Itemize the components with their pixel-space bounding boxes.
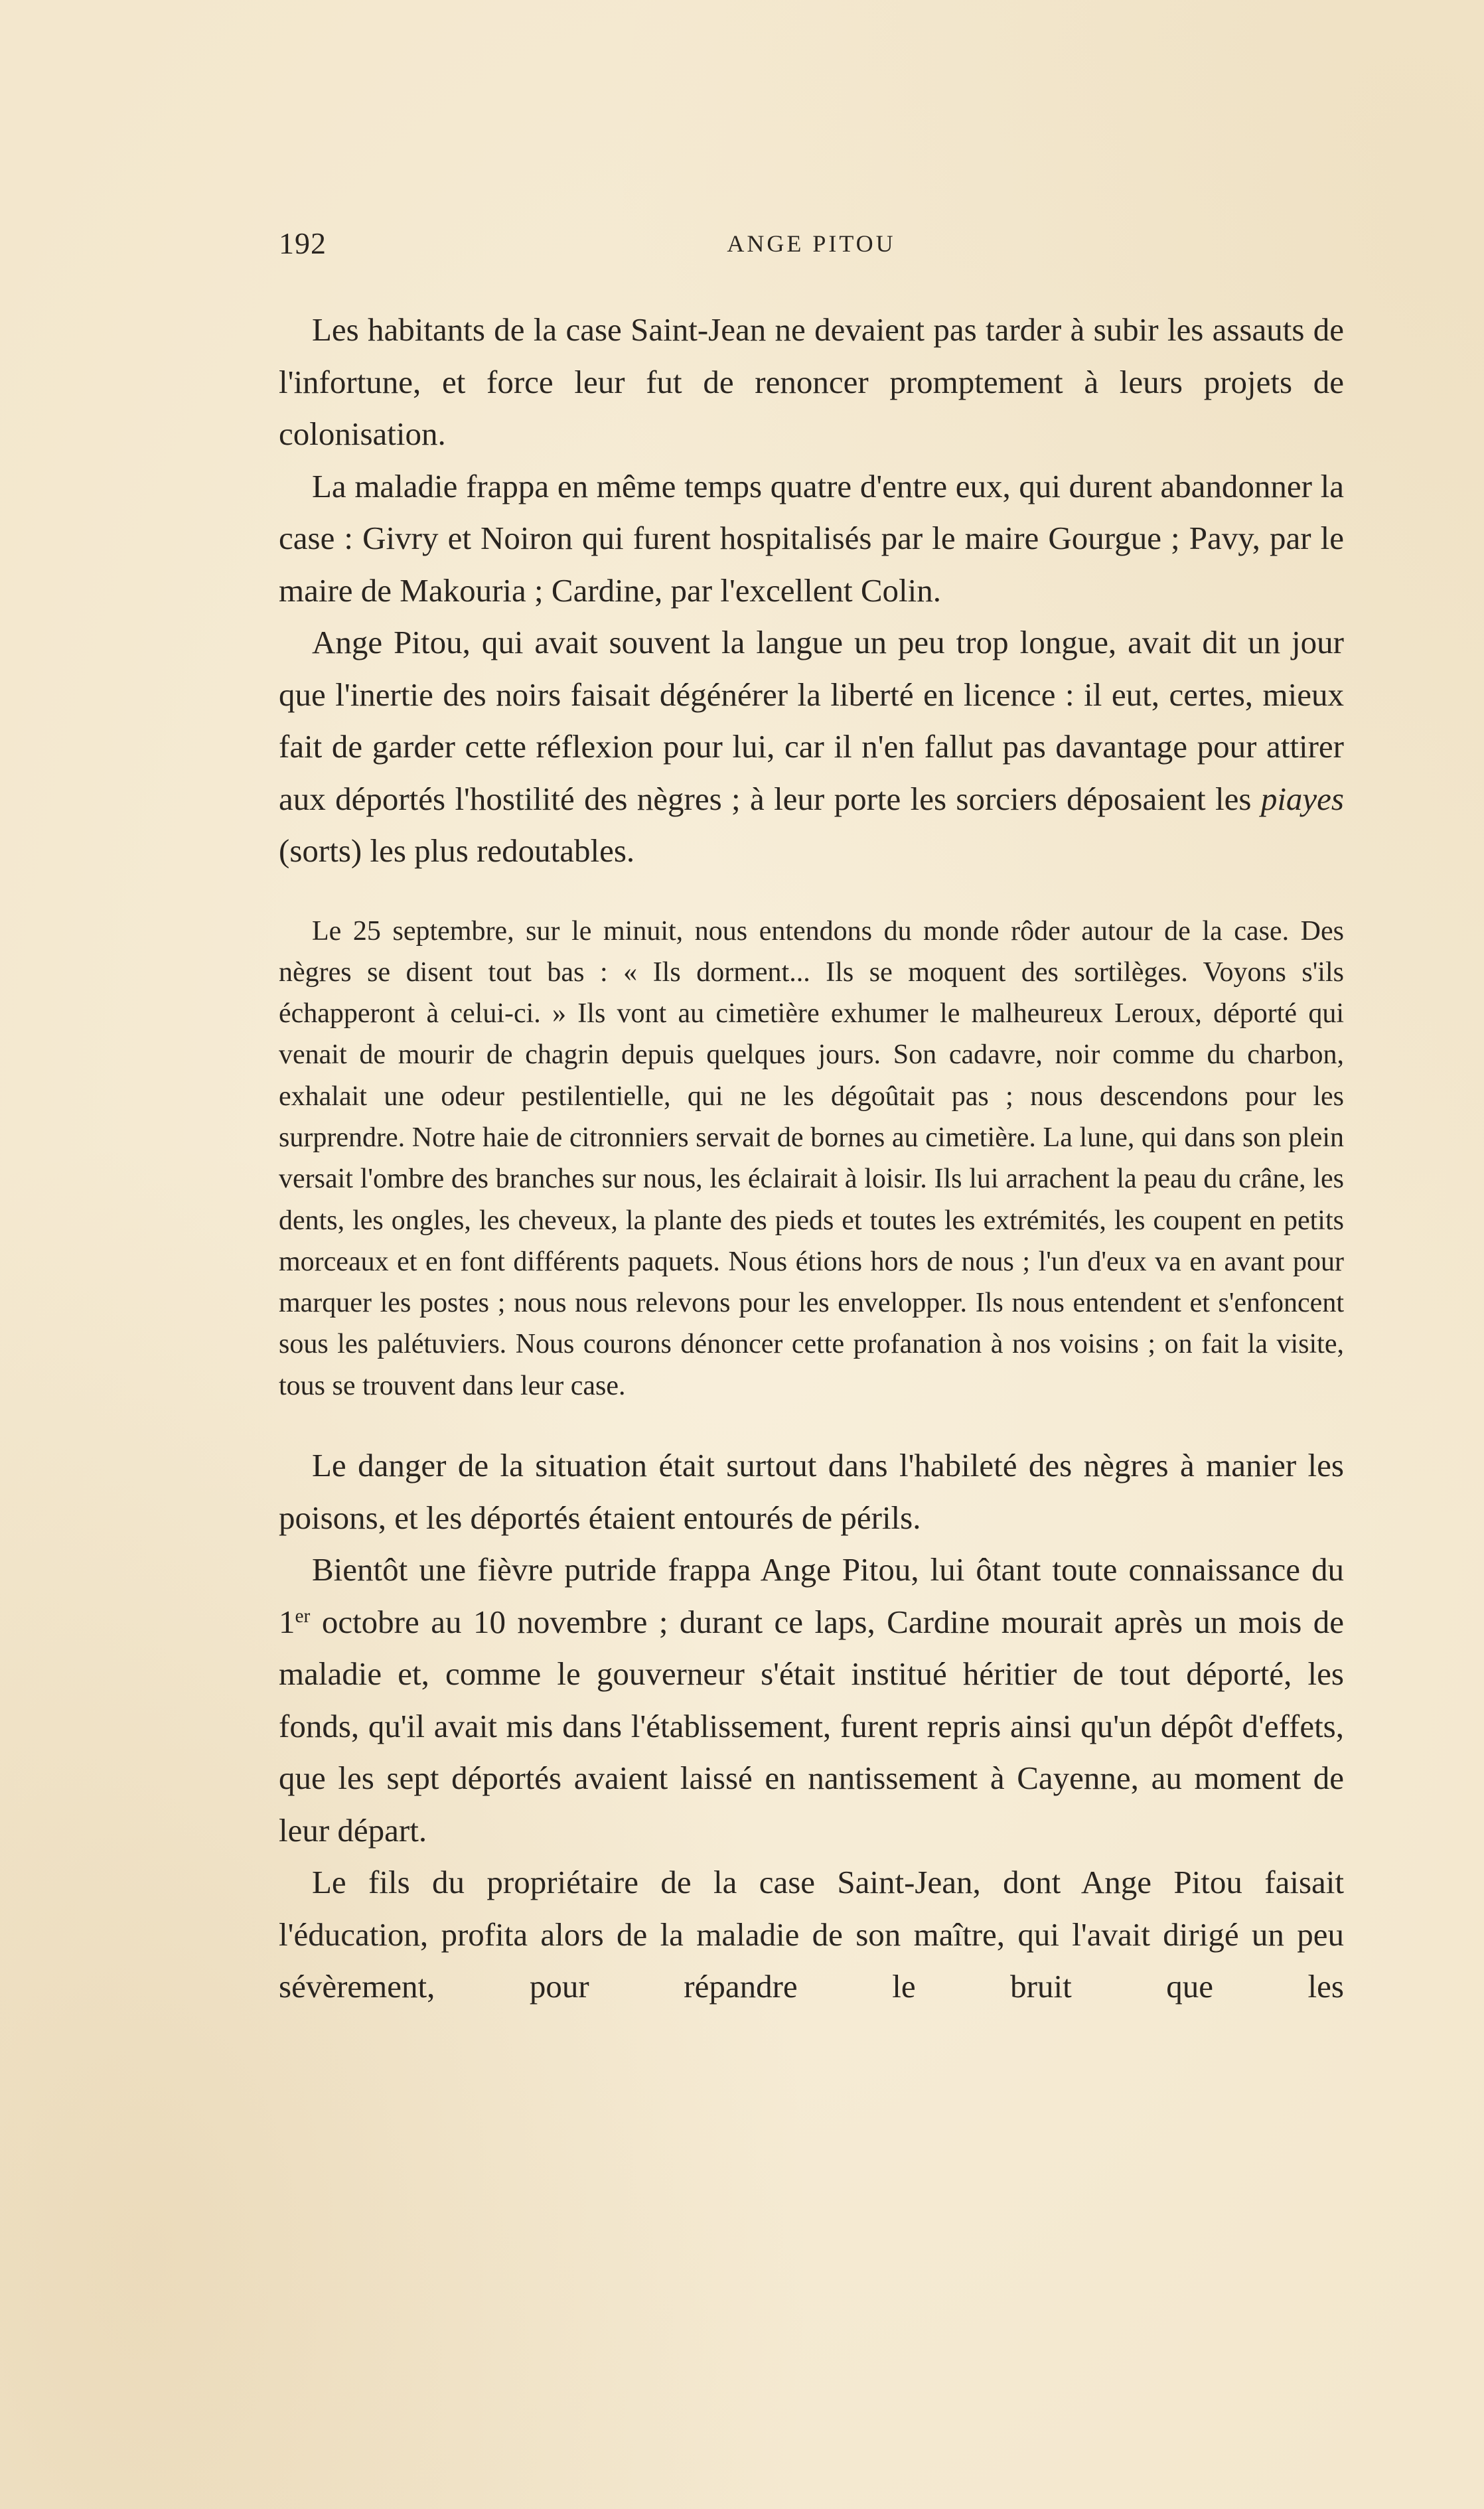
paragraph-piayes-text: Ange Pitou, qui avait souvent la langue un peu trop longue, avait dit un jour que l'inertie des noirs faisait dégénérer la liberté en licence : il eut, certes, mieux fait de garder cette réflexion pour lui, car il n'en fallut pas davantage pour attirer aux déportés l'hostilité des nègres ; à leur porte les sorciers déposaient les <box>279 624 1344 817</box>
paragraph-fils: Le fils du propriétaire de la case Saint-Jean, dont Ange Pitou faisait l'éducation, profita alors de la maladie de son maître, qui l'avait dirigé un peu sévèrement, pour répandre le bruit que les <box>279 1864 1344 2005</box>
quote-text: Le 25 septembre, sur le minuit, nous entendons du monde rôder autour de la case. Des nègres se disent tout bas : « Ils dorment... Ils se moquent des sortilèges. Voyons s'ils échapperont à celui-ci. » Ils vont au cimetière exhumer le malheureux Leroux, déporté qui venait de mourir de chagrin depuis quelques jours. Son cadavre, noir comme du charbon, exhalait une odeur pestilentielle, qui ne les dégoûtait pas ; nous descendons pour les surprendre. Notre haie de citronniers servait de bornes au cimetière. La lune, qui dans son plein versait l'ombre des branches sur nous, les éclairait à loisir. Ils lui arrachent la peau du crâne, les dents, les ongles, les cheveux, la plante des pieds et toutes les extrémités, les coupent en petits morceaux et en font différents paquets. Nous étions hors de nous ; l'un d'eux va en avant pour marquer les postes ; nous nous relevons pour les envelopper. Ils nous entendent et s'enfoncent sous les palétuviers. Nous courons dénoncer cette profanation à nos voisins ; on fait la visite, tous se trouvent dans leur case. <box>279 915 1344 1401</box>
italic-term-piayes: piayes <box>1260 780 1344 817</box>
paragraph-piayes-end: (sorts) les plus redoutables. <box>279 832 635 869</box>
paragraph-fievre-text: Bientôt une fièvre putride frappa Ange Pitou, lui ôtant toute connaissance du 1 <box>279 1551 1344 1640</box>
page-number: 192 <box>279 226 327 260</box>
running-title: ANGE PITOU <box>727 230 896 257</box>
paragraph-piayes <box>279 617 1344 877</box>
quoted-passage <box>279 911 1344 1407</box>
body-text <box>279 304 1344 877</box>
body-text-continued <box>279 1440 1344 2013</box>
paragraph-fievre-end: octobre au 10 novembre ; durant ce laps, Cardine mourait après un mois de maladie et, comme le gouverneur s'était institué héritier de tout déporté, les fonds, qu'il avait mis dans l'établissement, furent repris ainsi qu'un dépôt d'effets, que les sept déportés avaient laissé en nantissement à Cayenne, au moment de leur départ. <box>279 1603 1344 1849</box>
book-page <box>279 226 1344 2013</box>
paragraph-fievre <box>279 1544 1344 1857</box>
running-head <box>279 226 1344 266</box>
paragraph-colonisation: Les habitants de la case Saint-Jean ne devaient pas tarder à subir les assauts de l'infortune, et force leur fut de renoncer promptement à leurs projets de colonisation. <box>279 311 1344 452</box>
paragraph-maladie: La maladie frappa en même temps quatre d'entre eux, qui durent abandonner la case : Givry et Noiron qui furent hospitalisés par le maire Gourgue ; Pavy, par le maire de Makouria ; Cardine, par l'excellent Colin. <box>279 467 1344 609</box>
paragraph-danger: Le danger de la situation était surtout dans l'habileté des nègres à manier les poisons, et les déportés étaient entourés de périls. <box>279 1447 1344 1536</box>
ordinal-superscript: er <box>295 1605 311 1627</box>
